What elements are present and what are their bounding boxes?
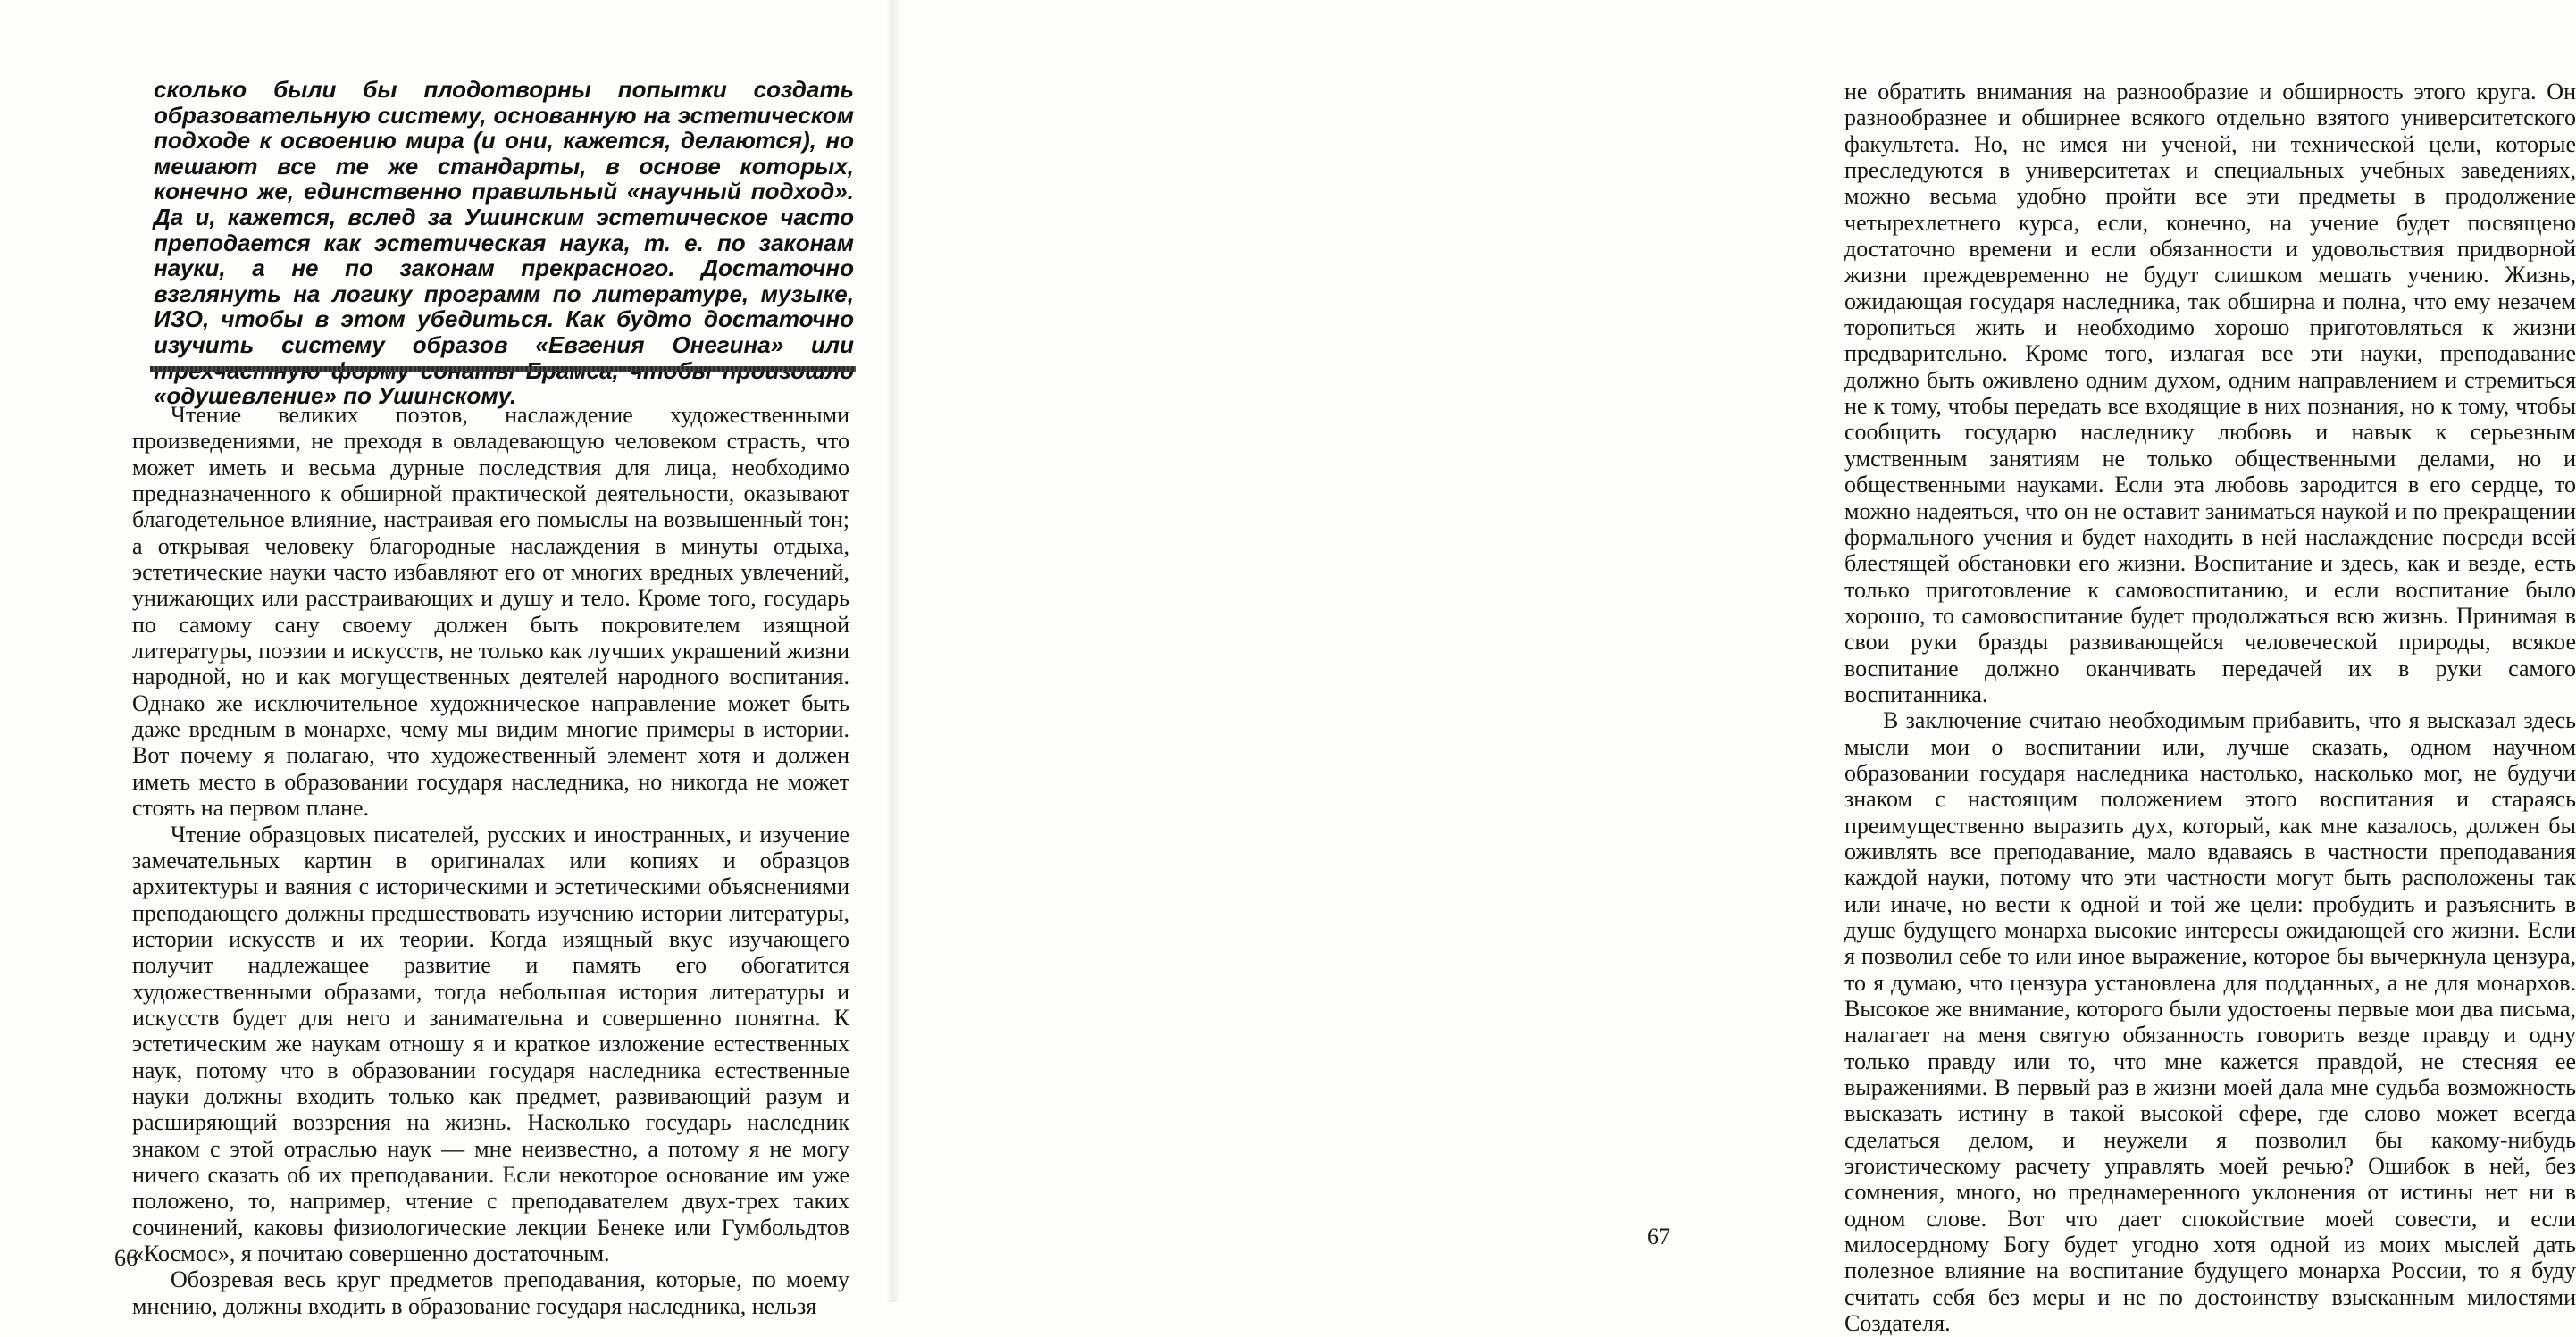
- paragraph: Чтение великих поэтов, наслаждение художественными произведениями, не преходя в овладевающую человеком страсть, что может иметь и весьма дурные последствия для лица, необходимо предназначенного к обширной практической деятельности, оказывают благодетельное влияние, настраивая его помыслы на возвышенный тон; а открывая человеку благородные наслаждения в минуты отдыха, эстетические науки часто избавляют его от многих вредных увлечений, унижающих или расстраивающих и душу и тело. Кроме того, государь по самому сану своему должен быть покровителем изящной литературы, поэзии и искусств, не только как лучших украшений жизни народной, но и как могущественных деятелей народного воспитания. Однако же исключительное художническое направление может быть даже вредным в монархе, чему мы видим многие примеры в истории. Вот почему я полагаю, что художественный элемент хотя и должен иметь место в образовании государя наследника, но никогда не может стоять на первом плане.: [132, 402, 849, 822]
- paragraph: Обозревая весь круг предметов преподавания, которые, по моему мнению, должны входить в образование государя наследника, нельзя: [132, 1266, 849, 1319]
- paragraph: не обратить внимания на разнообразие и обширность этого круга. Он разнообразнее и обширнее всякого отдельно взятого университетского факультета. Но, не имея ни ученой, ни технической цели, которые преследуются в университетах и специальных учебных заведениях, можно весьма удобно пройти все эти предметы в продолжение четырехлетнего курса, если, конечно, на учение будет посвящено достаточно времени и если обязанности и удовольствия придворной жизни преждевременно не будут слишком мешать учению. Жизнь, ожидающая государя наследника, так обширна и полна, что ему незачем торопиться жить и необходимо хорошо приготовляться к жизни предварительно. Кроме того, излагая все эти науки, преподавание должно быть оживлено одним духом, одним направлением и стремиться не к тому, чтобы передать все входящие в них познания, но к тому, чтобы сообщить государю наследнику любовь и навык к серьезным умственным занятиям не только общественными делами, но и общественными науками. Если эта любовь зародится в его сердце, то можно надеяться, что он не оставит заниматься наукой и по прекращении формального учения и будет находить в ней наслаждение посреди всей блестящей обстановки его жизни. Воспитание и здесь, как и везде, есть только приготовление к самовоспитанию, и если воспитание было хорошо, то самовоспитание будет продолжаться всю жизнь. Принимая в свои руки бразды развивающейся человеческой природы, всякое воспитание должно оканчивать передачей их в руки самого воспитанника.: [1844, 79, 2576, 707]
- right-page-body: [1844, 79, 2576, 1337]
- page-number: 66: [114, 1245, 138, 1271]
- page-number: 67: [1647, 1224, 1670, 1249]
- left-page-body: [132, 402, 849, 1319]
- paragraph: В заключение считаю необходимым прибавить, что я высказал здесь мысли мои о воспитании или, лучше сказать, одном научном образовании государя наследника настолько, насколько мог, не будучи знаком с настоящим положением этого воспитания и стараясь преимущественно выразить дух, который, как мне казалось, должен бы оживлять все преподавание, мало вдаваясь в частности преподавания каждой науки, потому что эти частности могут быть расположены так или иначе, но вести к одной и той же цели: пробудить и разъяснить в душе будущего монарха высокие интересы ожидающей его жизни. Если я позволил себе то или иное выражение, которое бы вычеркнула цензура, то я думаю, что цензура установлена для подданных, а не для монархов. Высокое же внимание, которого были удостоены первые мои два письма, налагает на меня святую обязанность говорить везде правду и одну только правду или то, что мне кажется правдой, не стесняя ее выражениями. В первый раз в жизни моей дала мне судьба возможность высказать истину в такой высокой сфере, где слово может всегда сделаться делом, и неужели я позволил бы какому-нибудь эгоистическому расчету управлять моей речью? Ошибок в ней, без сомнения, много, но преднамеренного уклонения от истины нет ни в одном слове. Вот что дает спокойствие моей совести, и если милосердному Богу будет угодно хотя одной из моих мыслей дать полезное влияние на воспитание будущего монарха России, то я буду считать себя без меры и не по достоинству взысканным милостями Создателя.: [1844, 707, 2576, 1337]
- left-page: [0, 0, 893, 1319]
- epigraph-divider: [150, 366, 856, 372]
- epigraph-quote: сколько были бы плодотворны попытки создать образовательную систему, основанную на эстетическом подходе к освоению мира (и они, кажется, делаются), но мешают все те же стандарты, в основе которых, конечно же, единственно правильный «научный подход». Да и, кажется, вслед за Ушинским эстетическое часто преподается как эстетическая наука, т. е. по законам науки, а не по законам прекрасного. Достаточно взглянуть на логику программ по литературе, музыке, ИЗО, чтобы в этом убедиться. Как будто достаточно изучить систему образов «Евгения Онегина» или «одушевление» по Ушинскому.: [154, 76, 854, 410]
- right-page: [893, 0, 2576, 1337]
- paragraph: Чтение образцовых писателей, русских и иностранных, и изучение замечательных картин в оригиналах или копиях и образцов архитектуры и ваяния с историческими и эстетическими объяснениями преподающего должны предшествовать изучению истории литературы, истории искусств и их теории. Когда изящный вкус изучающего получит надлежащее развитие и память его обогатится художественными образами, тогда небольшая история литературы и искусств будет для него и занимательна и совершенно понятна. К эстетическим же наукам отношу я и краткое изложение естественных наук, потому что в образовании государя наследника естественные науки должны входить только как предмет, развивающий разум и расширяющий воззрения на жизнь. Насколько государь наследник знаком с этой отраслью наук — мне неизвестно, а потому я не могу ничего сказать об их преподавании. Если некоторое основание им уже положено, то, например, чтение с преподавателем двух-трех таких сочинений, каковы физиологические лекции Бенеке или Гумбольдтов «Космос», я почитаю совершенно достаточным.: [132, 821, 849, 1266]
